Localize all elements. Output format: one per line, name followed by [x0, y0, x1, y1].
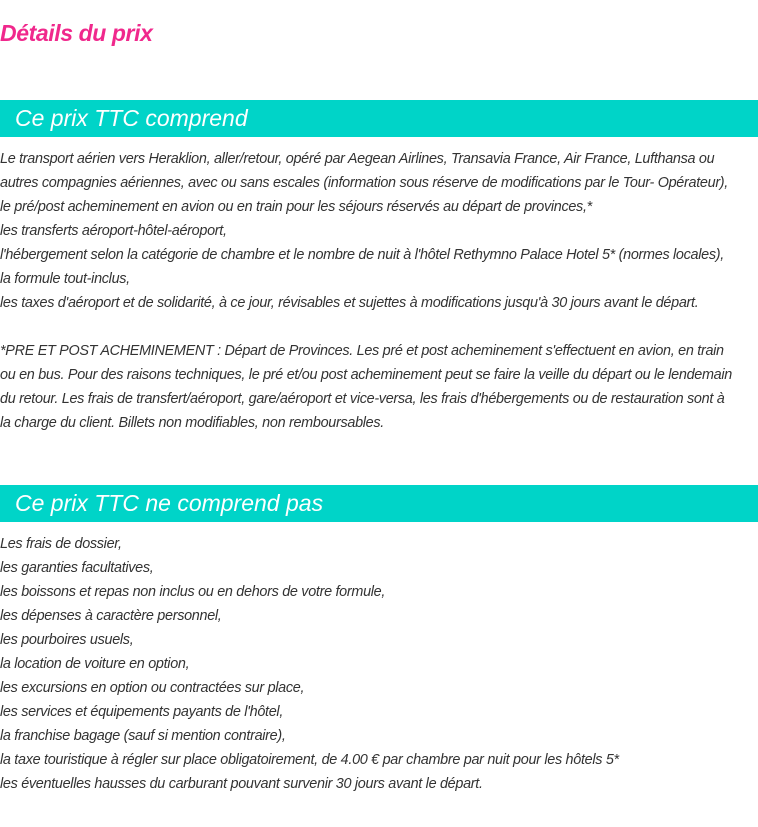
included-item: les taxes d'aéroport et de solidarité, à ce jour, révisables et sujettes à modifications jusqu'à 30 jours avant le départ. — [0, 295, 699, 311]
included-item: autres compagnies aériennes, avec ou sans escales (information sous réserve de modifications par le Tour- Opérateur), — [0, 175, 728, 191]
included-item: le pré/post acheminement en avion ou en train pour les séjours réservés au départ de provinces,* — [0, 199, 592, 215]
acheminement-note-line: *PRE ET POST ACHEMINEMENT : Départ de Provinces. Les pré et post acheminement s'effectuent en avion, en train — [0, 343, 724, 359]
excluded-item: les éventuelles hausses du carburant pouvant survenir 30 jours avant le départ. — [0, 776, 483, 792]
excluded-item: les pourboires usuels, — [0, 632, 134, 648]
excluded-item: les garanties facultatives, — [0, 560, 154, 576]
excluded-item: la taxe touristique à régler sur place obligatoirement, de 4.00 € par chambre par nuit pour les hôtels 5* — [0, 752, 619, 768]
excluded-item: les excursions en option ou contractées sur place, — [0, 680, 305, 696]
included-item: l'hébergement selon la catégorie de chambre et le nombre de nuit à l'hôtel Rethymno Palace Hotel 5* (normes locales), — [0, 247, 724, 263]
included-item: la formule tout-inclus, — [0, 271, 130, 287]
paragraph-spacer — [0, 315, 758, 339]
excluded-item: la location de voiture en option, — [0, 656, 190, 672]
excluded-item: les dépenses à caractère personnel, — [0, 608, 222, 624]
page-title: Détails du prix — [0, 20, 153, 46]
excluded-item: les services et équipements payants de l'hôtel, — [0, 704, 284, 720]
acheminement-note-line: du retour. Les frais de transfert/aéroport, gare/aéroport et vice-versa, les frais d'hébergements ou de restauration sont à — [0, 391, 725, 407]
excluded-section-body — [0, 532, 758, 796]
acheminement-note-line: ou en bus. Pour des raisons techniques, le pré et/ou post acheminement peut se faire la veille du départ ou le lendemain — [0, 367, 732, 383]
included-section-header: Ce prix TTC comprend — [0, 100, 758, 137]
excluded-item: la franchise bagage (sauf si mention contraire), — [0, 728, 286, 744]
excluded-item: Les frais de dossier, — [0, 536, 122, 552]
included-item: les transferts aéroport-hôtel-aéroport, — [0, 223, 227, 239]
excluded-section-header: Ce prix TTC ne comprend pas — [0, 485, 758, 522]
excluded-item: les boissons et repas non inclus ou en dehors de votre formule, — [0, 584, 386, 600]
acheminement-note-line: la charge du client. Billets non modifiables, non remboursables. — [0, 415, 384, 431]
included-item: Le transport aérien vers Heraklion, aller/retour, opéré par Aegean Airlines, Transavia France, Air France, Lufthansa ou — [0, 151, 715, 167]
included-section-body — [0, 147, 758, 435]
